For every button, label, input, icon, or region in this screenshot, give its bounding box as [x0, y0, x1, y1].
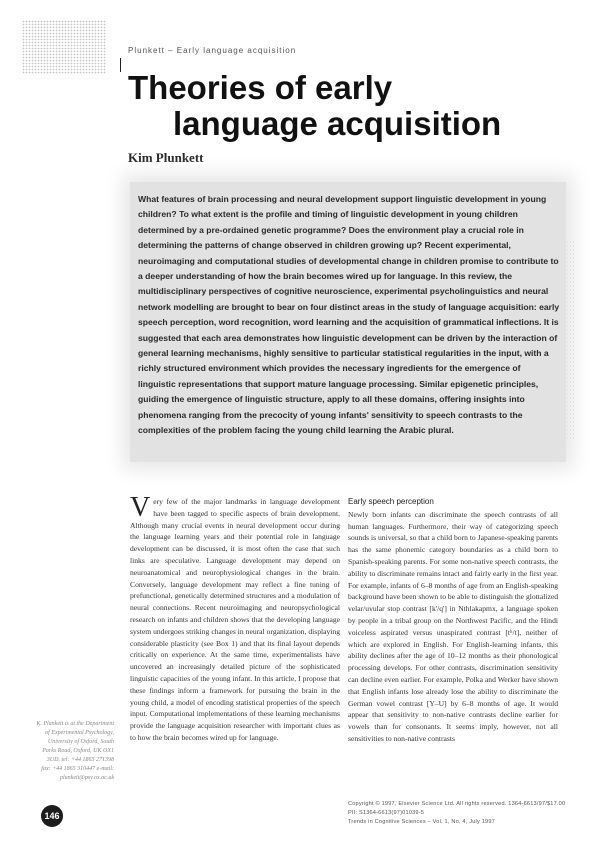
scan-speckle-top-left [22, 20, 106, 74]
abstract-text: What features of brain processing and neural development support linguistic development in young children? To what extent is the profile and timing of linguistic development in young children determined by a pre-ordained genetic programme? Does the environment play a crucial role in determining the patterns of change observed in children growing up? Recent experimental, neuroimaging and computational studies of developmental change in children promise to contribute to a deeper understanding of how the brain becomes wired up for language. In this review, the multidisciplinary perspectives of cognitive neuroscience, experimental psycholinguistics and neural network modelling are brought to bear on four distinct areas in the study of language acquisition: early speech perception, word recognition, word learning and the acquisition of grammatical inflections. It is suggested that each area demonstrates how linguistic development can be driven by the interaction of general learning mechanisms, highly sensitive to particular statistical regularities in the input, with a richly structured environment which provides the necessary ingredients for the emergence of linguistic representations that support mature language processing. Similar epigenetic principles, guiding the emergence of linguistic structure, apply to all these domains, offering insights into phenomena ranging from the precocity of young infants' sensitivity to speech contrasts to the complexities of the problem facing the young child learning the Arabic plural. [138, 194, 560, 436]
footer-journal: Trends in Cognitive Sciences – Vol. 1, No. 4, July 1997 [348, 819, 495, 825]
section-heading: Early speech perception [348, 497, 434, 506]
body-column-2-text: Newly born infants can discriminate the speech contrasts of all human languages. Furthermore, their way of categorizing speech sounds is universal, so that a child born to Japanese-speaking parents has the same phonemic category boundaries as a child born to Spanish-speaking parents. For some non-native speech contrasts, the ability to discriminate remains intact and fairly early in the first year. For example, infants of 6–8 months of age from an English-speaking background have been shown to be able to distinguish the glottalized velar/uvular stop contrast [k'/q'] in Nthlakapmx, a language spoken by people in a tribal group on the Northwest Pacific, and the Hindi voiceless aspirated versus unaspirated contrast [tʰ/t], neither of which are explored in English. For English-learning infants, this ability declines after the age of 10–12 months as their phonological processing develops. For other contrasts, discrimination sensitivity can decline even earlier. For example, Polka and Werker have shown that English infants lose already lose the ability to discriminate the German vowel contrast [Y–U] by 6–8 months of age. It would appear that sensitivity to non-native contrasts decline earlier for vowels than for consonants. It seems imply, however, not all sensitivities to non-native contrasts [348, 509, 558, 743]
drop-cap: V [130, 492, 151, 523]
running-head: Plunkett – Early language acquisition [128, 46, 297, 55]
title-line-2: language acquisition [173, 105, 502, 142]
margin-rule [120, 58, 121, 72]
title-line-1: Theories of early [128, 69, 393, 106]
footer-copyright: Copyright © 1997, Elsevier Science Ltd. All rights reserved. 1364-6613/97/$17.00 PII: S1364-6613(97)01039-5 [348, 801, 566, 816]
body-column-2 [348, 496, 558, 745]
body-column-1-text: ery few of the major landmarks in language development have been tagged to specific aspects of brain development. Although many crucial events in neural development occur during the language learning years and their potential role in language development can be discussed, it is most often the case that such links are speculative. Language development may depend on neuroanatomical and neurophysiological changes in the brain. Conversely, language development may reflect a fine tuning of prefunctional, genetically determined structures and a modulation of neural connections. Recent neuroimaging and neuropsychological research on infants and children shows that the developing language system undergoes striking changes in neural organization, displaying considerable plasticity (see Box 1) and that its final layout depends critically on experience. At the same time, experimentalists have uncovered an increasingly detailed picture of the sophisticated linguistic capacities of the young infant. In this article, I propose that these findings inform a framework for pursuing the brain in the young child, a model of encoding statistical properties of the speech input. Computational implementations of these learning mechanisms provide the language acquisition researcher with important clues as to how the brain becomes wired up for language. [130, 497, 340, 742]
page-number-badge: 146 [41, 805, 63, 827]
abstract-box [130, 182, 566, 462]
body-column-1 [130, 492, 340, 744]
author-affiliation-note: K. Plunkett is at the Department of Experimental Psychology, University of Oxford, South Parks Road, Oxford, UK OX1 3UD. tel: +44 1865 271398 fax: +44 1865 310447 e-mail: plunkett@psy.ox.ac.uk [36, 721, 114, 781]
author-name: Kim Plunkett [128, 150, 204, 165]
article-title [128, 70, 501, 142]
footer [348, 800, 568, 827]
